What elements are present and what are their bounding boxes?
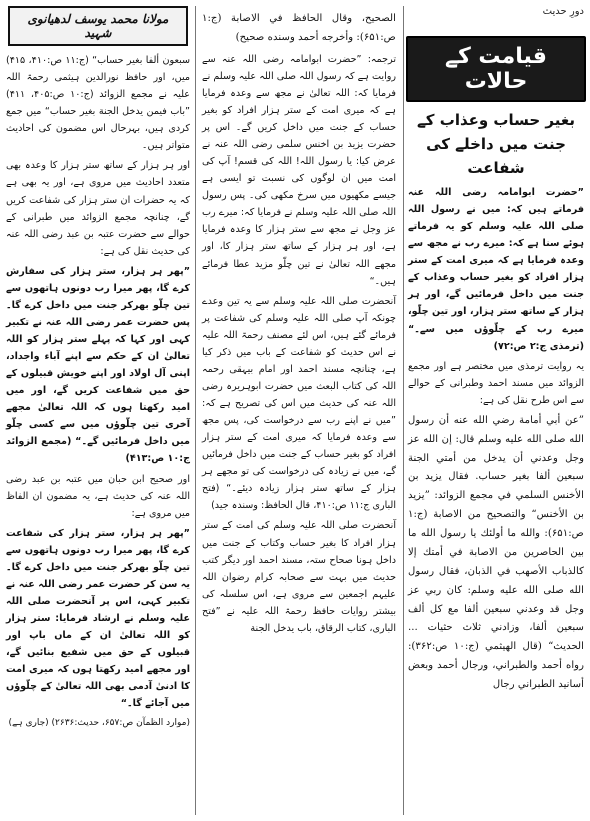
paragraph: اور ہر ہزار کے ساتھ ستر ہزار کا وعدہ بھی متعدد احادیث میں مروی ہے، اور یہ بھی ہے کہ یہ حضرات ان ستر ہزار کی شفاعت کریں گے، چنانچہ مجمع الزوائد میں طبرانی کے حوالے سے حضرت عتبہ بن عبد رضی اللہ عنہ کی حدیث نقل کی ہے: (6, 160, 190, 257)
paragraph: یہ روایت ترمذی میں مختصر ہے اور مجمع الزوائد میں مسند احمد وطبرانی کے حوالے سے اس طرح نقل کی ہے: (408, 360, 584, 406)
section-tag: دورِ حدیث (542, 6, 584, 17)
column-divider (195, 6, 196, 815)
paragraph: ”حضرت ابوامامہ رضی اللہ عنہ فرماتے ہیں کہ: میں نے رسول اللہ صلی اللہ علیہ وسلم کو یہ فرماتے ہوئے سنا ہے کہ: میرے رب نے مجھ سے وعدہ فرمایا ہے کہ میری امت کے ستر ہزار افراد کو بغیر حساب وعذاب کے جنت میں داخل فرمائیں گے، اور ہر ہزار کے ساتھ ستر ہزار، اور تین چلّو، میرے رب کے چلّوؤں میں سے۔“ (ترمذی ج:۲ ص:۷۲) (408, 187, 584, 352)
paragraph: اور صحیح ابن حبان میں عتبہ بن عبد رضی اللہ عنہ کی حدیث ہے، یہ مضمون ان الفاظ میں مروی ہے: (6, 473, 190, 519)
article-banner-title: قیامت کے حالات (406, 36, 586, 102)
author-byline: مولانا محمد یوسف لدھیانوی شہید (8, 6, 188, 46)
paragraph: الصحيح، وقال الحافظ في الاصابة (ج:۱ ص:۶۵۱): وأخرجه أحمد وسنده صحيح) (202, 13, 396, 43)
paragraph: ترجمہ: ”حضرت ابوامامہ رضی اللہ عنہ سے روایت ہے کہ رسول اللہ صلی اللہ علیہ وسلم نے فرمایا کہ: اللہ تعالیٰ نے مجھ سے وعدہ فرمایا ہے کہ میری امت کے ستر ہزار افراد کو بغیر حساب کے جنت میں داخل کریں گے۔ اس پر حضرت یزید بن اخنس سلمی رضی اللہ عنہ نے عرض کیا: یا رسول اللہ! اللہ کی قسم! آپ کی امت میں ان لوگوں کی نسبت تو ایسی ہے جیسے مکھیوں میں سرخ مکھی کی۔ پس رسول اللہ صلی اللہ علیہ وسلم نے فرمایا کہ: میرے رب عز وجل نے مجھ سے ستر ہزار کا وعدہ فرمایا ہے، اور ہر ہزار کے ساتھ ستر ہزار کا، اور مجھے اللہ تعالیٰ نے تین چلّو مزید عطا فرمائے ہیں۔“ (202, 53, 396, 287)
paragraph: سبعون ألفا بغير حساب“ (ج:۱۱ ص:۴۱۰، ۴۱۵) میں، اور حافظ نورالدین ہیثمی رحمۃ اللہ علیہ نے مجمع الزوائد (ج:۱۰ ص:۴۰۵، ۴۱۱) ”باب فيمن يدخل الجنة بغير حساب“ میں جمع کردی ہیں، بہرحال اس مضمون کی احادیث متواتر ہیں۔ (6, 55, 191, 152)
paragraph: آنحضرت صلی اللہ علیہ وسلم کی امت کے ستر ہزار افراد کا بغیر حساب وکتاب کے جنت میں داخل ہونا صحاح ستہ، مسند احمد اور دیگر کتب حدیث میں بہت سے صحابہ کرام رضوان اللہ علیہم اجمعین سے مروی ہے، اس سلسلہ کی بیشتر روایات حافظ رحمۃ اللہ علیہ نے ”فتح الباری، کتاب الرقاق، باب یدخل الجنة (202, 520, 396, 634)
arabic-hadith-text: ”عن أبي أمامة رضي الله عنه أن رسول الله صلى الله عليه وسلم قال: إن الله عز وجل وعدني أن يدخل من أمتي الجنة سبعين ألفا بغير حساب. فقال يزيد بن الأخنس السلمي في مجمع الزوائد: ”يزيد بن الأخنس“ والتصحيح من الاصابة (ج:۱ ص:۶۵۱): والله ما أولئك يا رسول الله ما بين الحاصرين من الاصابة في أمتك إلا كالذباب الأصهب في الذبان، فقال رسول الله صلى الله عليه وسلم: كان ربي عز وجل قد وعدني سبعين ألفا مع كل ألف سبعين ألفا، وزادني ثلاث حثيات ... الحديث“ (قال الهيثمي (ج:۱۰ ص:۳۶۲): رواه أحمد والطبراني، ورجال أحمد وبعض أسانيد الطبراني رجال (408, 414, 584, 691)
paragraph: آنحضرت صلی اللہ علیہ وسلم سے یہ تین وعدے چونکہ آپ صلی اللہ علیہ وسلم کی شفاعت پر فرمائے گئے ہیں، اس لئے مصنف رحمۃ اللہ علیہ نے اس حدیث کو شفاعت کے باب میں ذکر کیا ہے، چنانچہ مسند احمد اور امام بیہقی رحمہ اللہ کی کتاب البعث میں حضرت ابوہریرہ رضی اللہ عنہ کی حدیث میں اس کی تصریح ہے کہ: ”میں نے اپنے رب سے درخواست کی، پس مجھ سے وعدہ فرمایا کہ میری امت کے ستر ہزار افراد کو بغیر حساب کے جنت میں داخل فرمائیں گے، میں نے زیادہ کی درخواست کی تو مجھے ہر ہزار کے ساتھ ستر ہزار زیادہ دیئے۔“ (فتح الباری ج:۱۱ ص:۴۱۰، قال الحافظ: وسندہ جید) (202, 295, 396, 512)
article-subtitle: بغیر حساب وعذاب کے جنت میں داخلے کی شفاعت (417, 111, 575, 177)
paragraph: ”پھر ہر ہزار، ستر ہزار کی شفاعت کرے گا، پھر میرا رب دونوں ہاتھوں سے تین چلّو بھرکر جنت میں داخل کرے گا۔ یہ سن کر حضرت عمر رضی اللہ عنہ نے تکبیر کہی، اس پر آنحضرت صلی اللہ علیہ وسلم نے ارشاد فرمایا: ستر ہزار کو اللہ تعالیٰ ان کے ماں باپ اور قبیلوں کے حق میں شفیع بنائیں گے، اور مجھے امید رکھتا ہوں کہ میری امت کا ادنیٰ آدمی بھی اللہ تعالیٰ کے چلّوؤں میں آجائے گا۔“ (6, 527, 190, 710)
paragraph: ”پھر ہر ہزار، ستر ہزار کی سفارش کرے گا، پھر میرا رب دونوں ہاتھوں سے تین چلّو بھرکر جنت میں داخل کرے گا۔ پس حضرت عمر رضی اللہ عنہ نے تکبیر کہی اور کہا کہ پہلے ستر ہزار کو اللہ تعالیٰ ان کے حکم سے اپنے آباء واجداد، اپنی آل اولاد اور اپنے خویش قبیلوں کے حق میں شفاعت کریں گے، اور میں امید رکھتا ہوں کہ اللہ تعالیٰ مجھے آخری تین چلّوؤں میں سے کسی چلّو میں داخل فرمائیں گے۔“ (مجمع الزوائد ج:۱۰ ص:۴۱۳) (6, 265, 190, 465)
column-middle (200, 0, 398, 821)
reference-footer: (موارد الظمآن ص:۶۵۷، حدیث:۲۶۳۶) (جاری ہے) (8, 718, 190, 729)
column-divider (403, 6, 404, 815)
column-left (4, 0, 192, 821)
column-right (406, 0, 586, 821)
